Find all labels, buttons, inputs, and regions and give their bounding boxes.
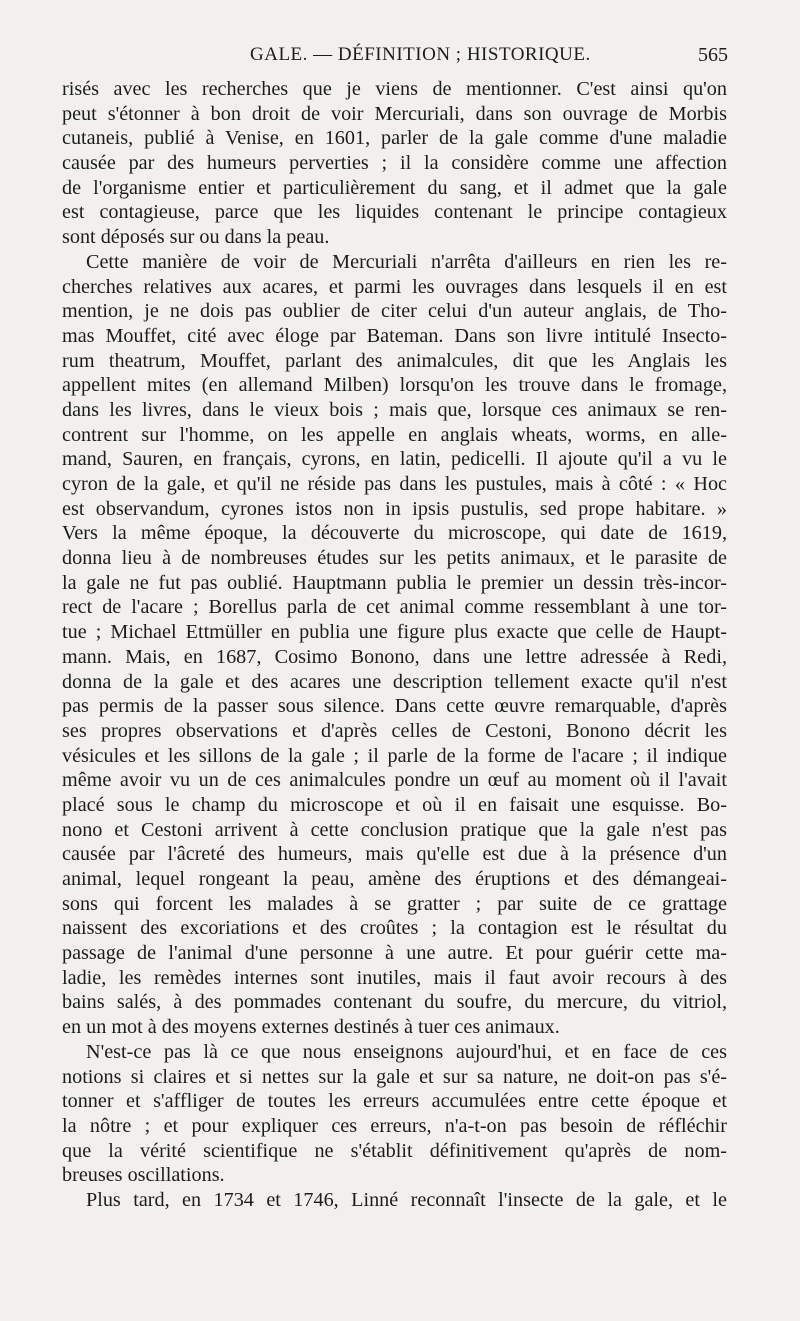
text-line: dans les livres, dans le vieux bois ; mais que, lorsque ces animaux se ren-	[62, 398, 727, 421]
text-line: rum theatrum, Mouffet, parlant des animalcules, dit que les Anglais les	[62, 349, 727, 372]
text-line: sons qui forcent les malades à se gratter ; par suite de ce grattage	[62, 892, 727, 915]
text-line: mann. Mais, en 1687, Cosimo Bonono, dans une lettre adressée à Redi,	[62, 645, 727, 668]
text-line: appellent mites (en allemand Milben) lorsqu'on les trouve dans le fromage,	[62, 374, 727, 397]
running-title: GALE. — DÉFINITION ; HISTORIQUE.	[250, 44, 591, 65]
text-line: la nôtre ; et pour expliquer ces erreurs, n'a-t-on pas besoin de réfléchir	[62, 1114, 727, 1137]
text-line: Plus tard, en 1734 et 1746, Linné reconnaît l'insecte de la gale, et le	[86, 1188, 727, 1211]
text-line: ses propres observations et d'après celles de Cestoni, Bonono décrit les	[62, 719, 727, 742]
text-line: de l'organisme entier et particulièrement du sang, et il admet que la gale	[62, 176, 727, 199]
text-line: cherches relatives aux acares, et parmi les ouvrages dans lesquels il en est	[62, 275, 727, 298]
text-line: N'est-ce pas là ce que nous enseignons aujourd'hui, et en face de ces	[86, 1040, 727, 1063]
text-line: la gale ne fut pas oublié. Hauptmann publia le premier un dessin très-incor-	[62, 571, 727, 594]
text-line: en un mot à des moyens externes destinés à tuer ces animaux.	[62, 1016, 560, 1039]
text-line: causée par des humeurs perverties ; il la considère comme une affection	[62, 152, 727, 175]
text-line: rect de l'acare ; Borellus parla de cet animal comme ressemblant à une tor-	[62, 596, 727, 619]
text-line: cutaneis, publié à Venise, en 1601, parler de la gale comme d'une maladie	[62, 127, 727, 150]
text-line: cyron de la gale, et qu'il ne réside pas dans les pustules, mais à côté : « Hoc	[62, 473, 727, 495]
text-line: peut s'étonner à bon droit de voir Mercuriali, dans son ouvrage de Morbis	[62, 102, 727, 125]
text-line: même avoir vu un de ces animalcules pondre un œuf au moment où il l'avait	[62, 769, 727, 792]
body-text	[62, 77, 727, 1213]
text-line: donna de la gale et des acares une description tellement exacte qu'il n'est	[62, 670, 727, 693]
text-line: breuses oscillations.	[62, 1164, 225, 1187]
text-line: causée par l'âcreté des humeurs, mais qu'elle est due à la présence d'un	[62, 843, 727, 866]
text-line: tue ; Michael Ettmüller en publia une figure plus exacte que celle de Haupt-	[62, 621, 727, 644]
text-line: animal, lequel rongeant la peau, amène des éruptions et des démangeai-	[62, 868, 727, 890]
text-line: mas Mouffet, cité avec éloge par Bateman. Dans son livre intitulé Insecto-	[62, 324, 727, 347]
text-line: pas permis de la passer sous silence. Dans cette œuvre remarquable, d'après	[62, 695, 727, 718]
text-line: donna lieu à de nombreuses études sur les petits animaux, et le parasite de	[62, 547, 727, 570]
text-line: naissent des excoriations et des croûtes ; la contagion est le résultat du	[62, 917, 727, 940]
text-line: tonner et s'affliger de toutes les erreurs accumulées entre cette époque et	[62, 1090, 727, 1113]
text-line: ladie, les remèdes internes sont inutiles, mais il faut avoir recours à des	[62, 966, 727, 989]
text-line: notions si claires et si nettes sur la gale et sur sa nature, ne doit-on pas s'é-	[62, 1065, 727, 1088]
text-line: risés avec les recherches que je viens de mentionner. C'est ainsi qu'on	[62, 78, 727, 100]
text-line: contrent sur l'homme, on les appelle en anglais wheats, worms, en alle-	[62, 423, 727, 446]
text-line: bains salés, à des pommades contenant du soufre, du mercure, du vitriol,	[62, 991, 727, 1014]
text-line: sont déposés sur ou dans la peau.	[62, 226, 330, 249]
text-line: est observandum, cyrones istos non in ipsis pustulis, sed prope habitare. »	[62, 497, 727, 520]
text-line: est contagieuse, parce que les liquides contenant le principe contagieux	[62, 201, 727, 224]
running-head	[62, 44, 728, 70]
text-line: Cette manière de voir de Mercuriali n'arrêta d'ailleurs en rien les re-	[86, 250, 727, 273]
text-line: mand, Sauren, en français, cyrons, en latin, pedicelli. Il ajoute qu'il a vu le	[62, 448, 727, 471]
text-line: mention, je ne dois pas oublier de citer celui d'un auteur anglais, de Tho-	[62, 300, 727, 323]
text-line: passage de l'animal d'une personne à une autre. Et pour guérir cette ma-	[62, 942, 727, 965]
text-line: que la vérité scientifique ne s'établit définitivement qu'après de nom-	[62, 1139, 727, 1162]
text-line: vésicules et les sillons de la gale ; il parle de la forme de l'acare ; il indique	[62, 744, 727, 767]
text-line: nono et Cestoni arrivent à cette conclusion pratique que la gale n'est pas	[62, 818, 727, 841]
text-line: Vers la même époque, la découverte du microscope, qui date de 1619,	[62, 522, 727, 545]
text-line: placé sous le champ du microscope et où il en faisait une esquisse. Bo-	[62, 793, 727, 816]
page-number: 565	[698, 44, 728, 66]
